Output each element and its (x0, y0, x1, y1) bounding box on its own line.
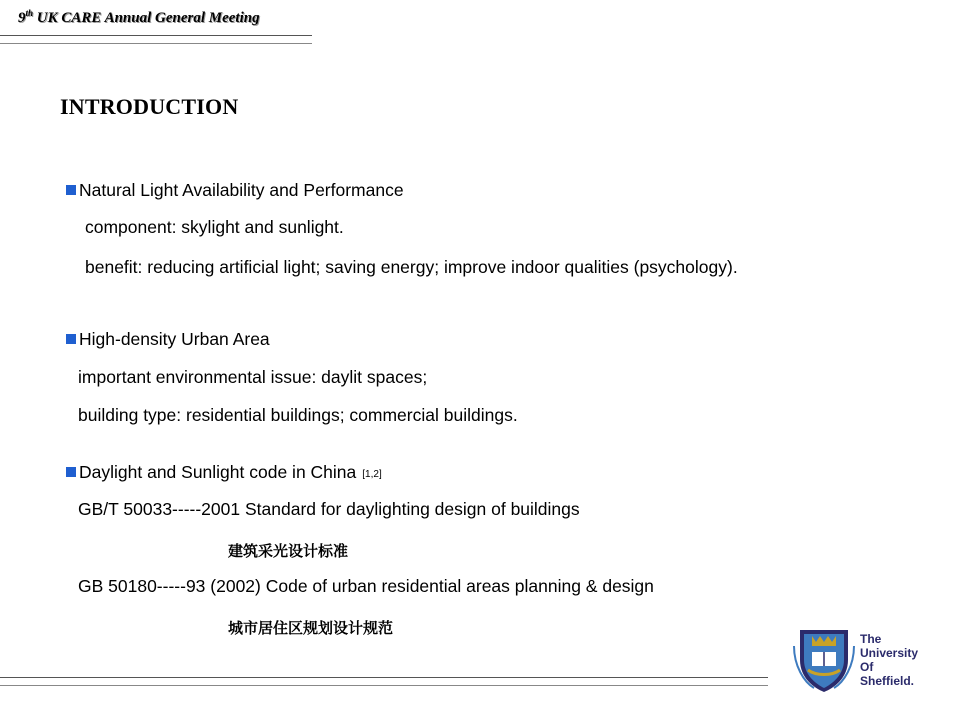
code-line: GB/T 50033-----2001 Standard for daylighting design of buildings (78, 499, 580, 519)
bullet-icon (66, 467, 76, 477)
code-chinese-title: 城市居住区规划设计规范 (228, 619, 394, 637)
header-divider-bottom (0, 43, 312, 44)
section-heading-daylight-code: Daylight and Sunlight code in China [1,2] (66, 462, 382, 483)
header-ordinal-suffix: th (25, 8, 34, 18)
section-line: building type: residential buildings; commercial buildings. (78, 405, 518, 425)
citation: [1,2] (362, 469, 382, 480)
section-line: important environmental issue: daylit spaces; (78, 367, 428, 387)
meeting-header (18, 8, 260, 27)
footer-divider-top (0, 677, 768, 678)
code-line: GB 50180-----93 (2002) Code of urban residential areas planning & design (78, 576, 654, 596)
section-heading-natural-light: Natural Light Availability and Performance (66, 180, 404, 201)
code-chinese-title: 建筑采光设计标准 (228, 542, 349, 560)
bullet-icon (66, 185, 76, 195)
header-title: UK CARE Annual General Meeting (36, 10, 260, 26)
university-name: The University Of Sheffield. (860, 632, 919, 688)
bullet-icon (66, 334, 76, 344)
section-heading-high-density: High-density Urban Area (66, 329, 270, 350)
section-line: benefit: reducing artificial light; saving energy; improve indoor qualities (psychology). (85, 257, 738, 277)
footer-divider-bottom (0, 685, 768, 686)
section-line: component: skylight and sunlight. (85, 217, 344, 237)
header-ordinal: 9 (18, 10, 26, 26)
slide-title: INTRODUCTION (60, 94, 239, 119)
header-divider-top (0, 35, 312, 36)
